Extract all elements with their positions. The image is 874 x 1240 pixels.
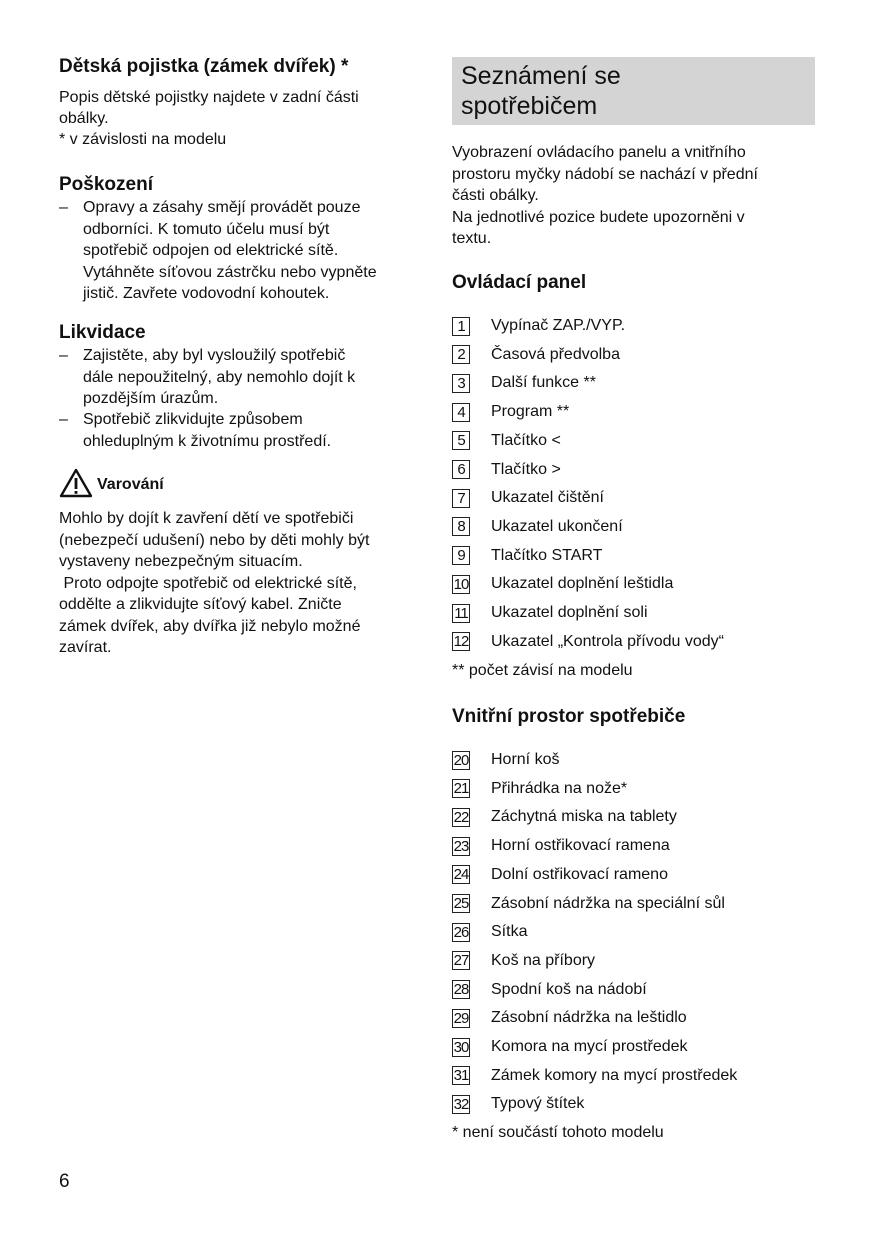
control-panel-heading: Ovládací panel	[452, 272, 587, 293]
item-label: Komora na mycí prostředek	[491, 1038, 688, 1055]
item-label: Program **	[491, 403, 570, 421]
item-number-box: 4	[452, 403, 470, 422]
list-item	[452, 574, 673, 594]
warning-text	[59, 508, 369, 659]
item-label: Tlačítko <	[491, 431, 561, 449]
warning-line: (nebezpečí udušení) nebo by děti mohly být	[59, 531, 370, 549]
item-number-box: 27	[453, 952, 469, 970]
list-item	[452, 460, 561, 480]
item-number-box: 22	[453, 808, 469, 826]
item-label: Zásobní nádržka na leštidlo	[491, 1009, 687, 1027]
item-number-box: 31	[453, 1067, 469, 1085]
list-item	[452, 1037, 688, 1057]
list-item	[452, 373, 596, 393]
list-item	[452, 316, 625, 336]
list-item	[452, 546, 602, 566]
child-lock-heading: Dětská pojistka (zámek dvířek) *	[59, 56, 349, 77]
item-label: Koš na příbory	[491, 951, 596, 969]
disposal-line: ohleduplným k životnímu prostředí.	[83, 432, 332, 450]
intro-line: Na jednotlivé pozice budete upozorněni v	[452, 208, 745, 226]
warning-label: Varování	[97, 476, 164, 493]
item-number-box: 11	[452, 604, 470, 623]
disposal-line: Spotřebič zlikvidujte způsobem	[83, 411, 303, 428]
item-label: Ukazatel doplnění soli	[491, 604, 648, 621]
item-number-box: 8	[452, 517, 470, 536]
dash: –	[59, 411, 68, 428]
item-label: Zámek komory na mycí prostředek	[491, 1066, 738, 1084]
item-number-box: 5	[452, 431, 470, 450]
dash: –	[59, 347, 68, 364]
damage-line: jistič. Zavřete vodovodní kohoutek.	[83, 285, 330, 302]
item-label: Ukazatel ukončení	[491, 517, 623, 535]
item-number-box: 25	[453, 895, 469, 912]
list-item	[452, 894, 725, 914]
item-label: Dolní ostřikovací rameno	[491, 865, 668, 883]
warning-line: zavírat.	[59, 639, 112, 656]
damage-heading: Poškození	[59, 174, 153, 195]
list-item	[452, 402, 569, 422]
list-item	[452, 1008, 687, 1028]
warning-triangle-icon	[59, 468, 93, 498]
item-label: Ukazatel „Kontrola přívodu vody“	[491, 632, 724, 650]
item-label: Zásobní nádržka na speciální sůl	[491, 894, 725, 912]
child-lock-text-2: obálky.	[59, 110, 109, 127]
intro-line: textu.	[452, 230, 492, 247]
list-item	[452, 980, 647, 1000]
child-lock-text-3: * v závislosti na modelu	[59, 131, 227, 148]
item-label: Časová předvolba	[491, 345, 620, 363]
item-label: Tlačítko START	[491, 546, 603, 564]
section-title	[461, 61, 621, 121]
disposal-line: dále nepoužitelný, aby nemohlo dojít k	[83, 368, 356, 386]
item-label: Tlačítko >	[491, 460, 561, 478]
damage-line: odborníci. K tomuto účelu musí být	[83, 220, 330, 238]
intro-line: prostoru myčky nádobí se nachází v přední	[452, 165, 758, 183]
list-item	[452, 603, 648, 623]
list-item	[452, 807, 677, 827]
item-number-box: 30	[453, 1038, 469, 1056]
damage-item	[59, 197, 377, 305]
control-panel-note: ** počet závisí na modelu	[452, 662, 633, 679]
section-banner	[452, 57, 815, 125]
item-number-box: 9	[452, 546, 470, 565]
disposal-item-2	[59, 409, 331, 452]
item-label: Další funkce **	[491, 374, 596, 392]
list-item	[452, 488, 604, 508]
item-number-box: 23	[453, 837, 469, 855]
item-number-box: 24	[453, 866, 469, 884]
list-item	[452, 345, 620, 365]
item-number-box: 10	[453, 575, 469, 593]
disposal-line: pozdějším úrazům.	[83, 390, 219, 407]
item-label: Přihrádka na nože*	[491, 779, 628, 797]
item-number-box: 6	[452, 460, 470, 479]
intro-line: části obálky.	[452, 187, 539, 204]
item-label: Záchytná miska na tablety	[491, 808, 677, 826]
warning-line: Mohlo by dojít k zavření dětí ve spotřebiči	[59, 510, 354, 527]
item-number-box: 1	[452, 317, 470, 336]
page-number: 6	[59, 1171, 70, 1192]
list-item	[452, 779, 627, 799]
section-title-line: Seznámení se	[461, 62, 621, 90]
damage-line: Opravy a zásahy smějí provádět pouze	[83, 199, 361, 216]
dash: –	[59, 199, 68, 216]
warning-line: vystaveny nebezpečným situacím.	[59, 553, 303, 570]
item-label: Spodní koš na nádobí	[491, 980, 647, 998]
list-item	[452, 922, 527, 942]
list-item	[452, 517, 623, 537]
warning-line: zámek dvířek, aby dvířka již nebylo možné	[59, 617, 361, 635]
damage-line: spotřebič odpojen od elektrické sítě.	[83, 242, 339, 259]
item-label: Horní ostřikovací ramena	[491, 837, 670, 855]
interior-heading: Vnitřní prostor spotřebiče	[452, 706, 686, 727]
disposal-item-1	[59, 345, 355, 410]
warning-line: oddělte a zlikvidujte síťový kabel. Zničte	[59, 596, 342, 613]
item-number-box: 32	[453, 1095, 469, 1113]
list-item	[452, 1066, 737, 1086]
item-number-box: 29	[453, 1009, 469, 1027]
item-label: Ukazatel doplnění leštidla	[491, 575, 674, 593]
item-label: Sítka	[491, 923, 528, 941]
item-number-box: 3	[452, 374, 470, 393]
warning-line: Proto odpojte spotřebič od elektrické sítě,	[59, 574, 357, 592]
item-label: Typový štítek	[491, 1095, 585, 1113]
item-number-box: 28	[453, 981, 469, 999]
list-item	[452, 431, 561, 451]
child-lock-text-1: Popis dětské pojistky najdete v zadní části	[59, 89, 359, 106]
item-label: Horní koš	[491, 751, 560, 768]
interior-note: * není součástí tohoto modelu	[452, 1124, 664, 1141]
item-number-box: 21	[453, 780, 469, 798]
damage-line: Vytáhněte síťovou zástrčku nebo vypněte	[83, 263, 377, 281]
intro-text	[452, 142, 758, 250]
warning-heading	[59, 468, 164, 498]
list-item	[452, 750, 559, 770]
list-item	[452, 836, 670, 856]
item-number-box: 20	[453, 751, 469, 769]
list-item	[452, 632, 724, 652]
item-number-box: 2	[452, 345, 470, 364]
section-title-line: spotřebičem	[461, 92, 598, 120]
list-item	[452, 865, 668, 885]
list-item	[452, 1094, 584, 1114]
item-number-box: 26	[453, 923, 469, 941]
disposal-line: Zajistěte, aby byl vysloužilý spotřebič	[83, 347, 346, 364]
list-item	[452, 951, 595, 971]
item-number-box: 7	[452, 489, 470, 508]
item-label: Vypínač ZAP./VYP.	[491, 317, 626, 334]
item-label: Ukazatel čištění	[491, 489, 604, 507]
item-number-box: 12	[453, 633, 469, 651]
disposal-heading: Likvidace	[59, 322, 146, 343]
intro-line: Vyobrazení ovládacího panelu a vnitřního	[452, 144, 746, 161]
